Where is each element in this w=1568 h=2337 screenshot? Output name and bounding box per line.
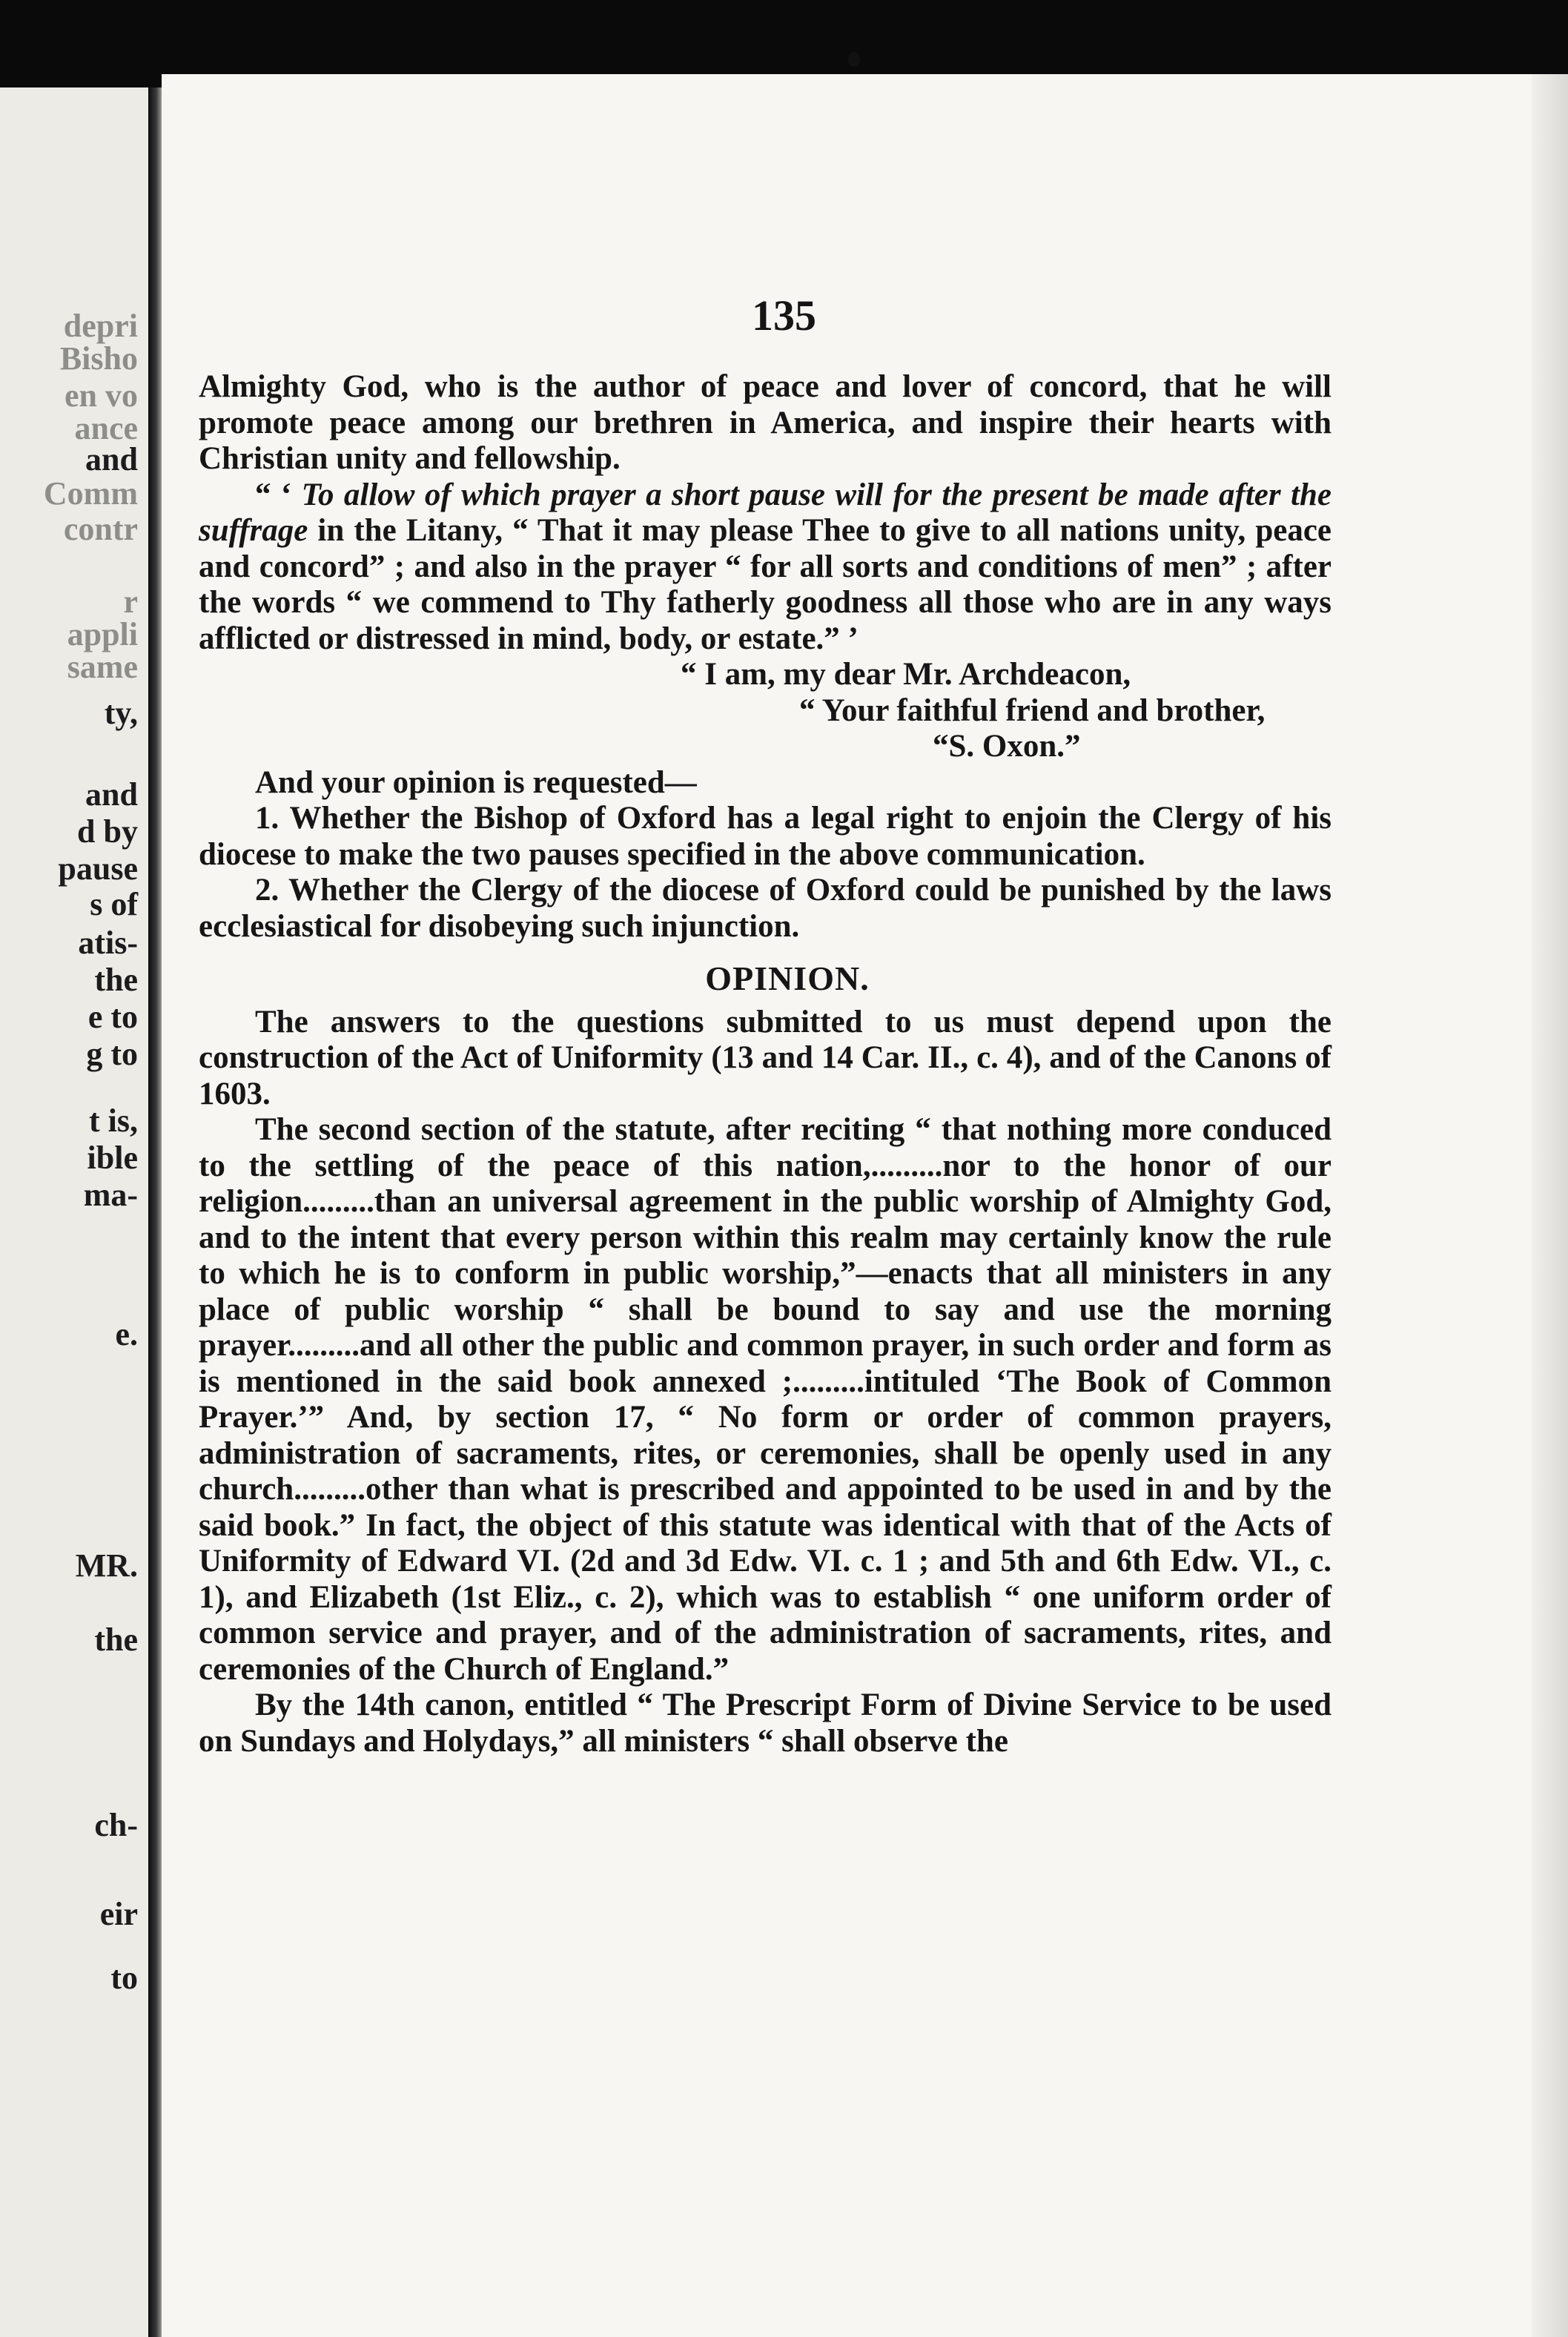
question-1: 1. Whether the Bishop of Oxford has a legal right to enjoin the Clergy of his diocese to make the two pauses specified in the above communication. — [199, 801, 1332, 872]
closing-line: “ I am, my dear Mr. Archdeacon, — [681, 657, 1131, 692]
margin-fragment: e to — [87, 999, 138, 1035]
margin-fragment: ance — [74, 410, 138, 446]
page-text — [199, 369, 1332, 1759]
margin-fragment: atis- — [78, 925, 138, 961]
margin-fragment: and — [85, 776, 138, 813]
margin-fragment: g to — [86, 1036, 138, 1072]
previous-page-fragment — [0, 87, 148, 2337]
margin-fragment: e. — [115, 1316, 138, 1352]
paragraph: And your opinion is requested— — [255, 764, 697, 800]
margin-fragment: ty, — [104, 695, 138, 731]
page-number: 135 — [752, 291, 816, 340]
margin-fragment: depri — [63, 308, 138, 344]
question-2: 2. Whether the Clergy of the diocese of Oxford could be punished by the laws ecclesiastical for disobeying such injunction. — [199, 873, 1332, 944]
book-gutter — [148, 87, 162, 2337]
italic-text: To allow of which prayer a short pause will for the present be made after the suffrage — [199, 477, 1332, 548]
paragraph: By the 14th canon, entitled “ The Prescript Form of Divine Service to be used on Sundays and Holydays,” all ministers “ shall observe the — [199, 1688, 1332, 1759]
margin-fragment: t is, — [89, 1103, 138, 1139]
margin-fragment: and — [85, 441, 138, 477]
margin-fragment: Comm — [43, 475, 138, 512]
margin-fragment: appli — [67, 616, 138, 652]
margin-fragment: Bisho — [59, 340, 138, 377]
margin-fragment: r — [123, 584, 138, 620]
margin-fragment: eir — [99, 1896, 138, 1932]
paragraph: “ ‘ To allow of which prayer a short pause will for the present be made after the suffrage in the Litany, “ That it may please Thee to give to all nations unity, peace and concord” ; and also in the prayer “ for all sorts and conditions of men” ; after the words “ we commend to Thy fatherly goodness all those who are in any ways afflicted or distressed in mind, body, or estate.” ’ — [199, 477, 1332, 656]
margin-fragment: to — [110, 1960, 138, 1996]
page-edge — [1532, 74, 1568, 2337]
margin-fragment: en vo — [64, 377, 138, 414]
margin-fragment: the — [94, 962, 138, 998]
margin-fragment: ible — [87, 1140, 138, 1176]
closing-line: “ Your faithful friend and brother, — [799, 692, 1266, 728]
margin-fragment: the — [94, 1622, 138, 1658]
signature: “S. Oxon.” — [933, 729, 1081, 764]
margin-fragment: pause — [58, 850, 138, 887]
paragraph: The answers to the questions submitted to us must depend upon the construction of the Act of Uniformity (13 and 14 Car. II., c. 4), and of the Canons of 1603. — [199, 1004, 1332, 1111]
margin-fragment: ma- — [83, 1177, 138, 1213]
section-heading: OPINION. — [705, 959, 870, 997]
margin-fragment: MR. — [75, 1547, 138, 1584]
margin-fragment: ch- — [94, 1807, 138, 1843]
margin-fragment: same — [67, 649, 138, 685]
margin-fragment: contr — [63, 511, 138, 547]
paragraph: Almighty God, who is the author of peace and lover of concord, that he will promote peace among our brethren in America, and inspire their hearts with Christian unity and fellowship. — [199, 369, 1332, 476]
margin-fragment: s of — [90, 886, 138, 922]
margin-fragment: d by — [77, 813, 138, 850]
ink-speck — [848, 52, 860, 67]
paragraph: The second section of the statute, after reciting “ that nothing more conduced to the settling of the peace of this nation,.........nor to the honor of our religion.........than an universal agreement in the public worship of Almighty God, and to the intent that every person within this realm may certainly know the rule to which he is to conform in public worship,”—enacts that all ministers in any place of public worship “ shall be bound to say and use the morning prayer.........and all other the public and common prayer, in such order and form as is mentioned in the said book annexed ;.........intituled ‘The Book of Common Prayer.’” And, by section 17, “ No form or order of common prayers, administration of sacraments, rites, or ceremonies, shall be openly used in any church.........other than what is prescribed and appointed to be used in and by the said book.” In fact, the object of this statute was identical with that of the Acts of Uniformity of Edward VI. (2d and 3d Edw. VI. c. 1 ; and 5th and 6th Edw. VI., c. 1), and Elizabeth (1st Eliz., c. 2), which was to establish “ one uniform order of common service and prayer, and of the administration of sacraments, rites, and ceremonies of the Church of England.” — [199, 1112, 1332, 1687]
